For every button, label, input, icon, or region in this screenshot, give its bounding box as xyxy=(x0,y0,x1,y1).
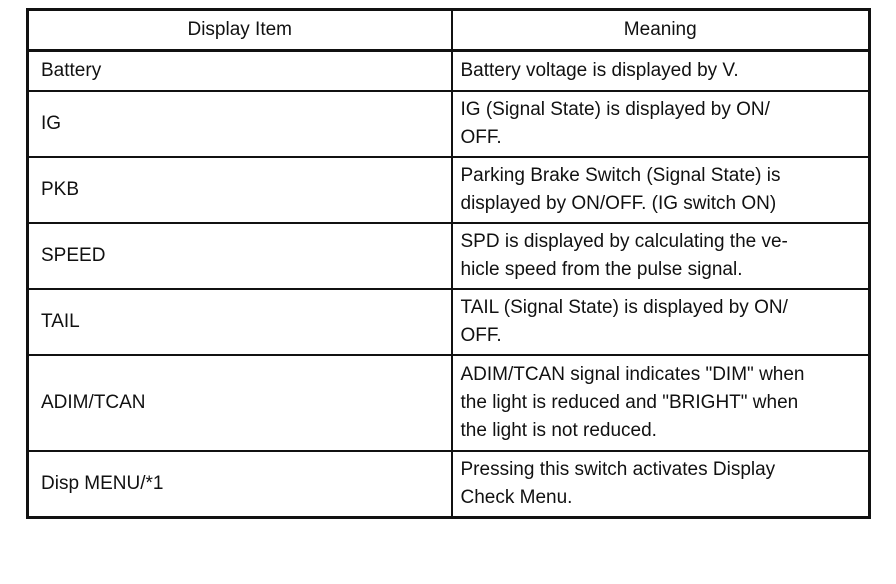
meaning-cell: IG (Signal State) is displayed by ON/ OFF. xyxy=(452,91,870,157)
display-item-cell: PKB xyxy=(28,157,452,223)
meaning-cell: Parking Brake Switch (Signal State) is displayed by ON/OFF. (IG switch ON) xyxy=(452,157,870,223)
table-row xyxy=(28,355,870,451)
meaning-cell: SPD is displayed by calculating the ve- hicle speed from the pulse signal. xyxy=(452,223,870,289)
display-item-cell: ADIM/TCAN xyxy=(28,355,452,451)
header-row xyxy=(28,10,870,51)
table-header xyxy=(28,10,870,51)
display-item-cell: SPEED xyxy=(28,223,452,289)
column-header-meaning: Meaning xyxy=(452,10,870,51)
display-item-table xyxy=(26,8,871,519)
table-row xyxy=(28,91,870,157)
display-item-cell: TAIL xyxy=(28,289,452,355)
meaning-cell: ADIM/TCAN signal indicates "DIM" when the light is reduced and "BRIGHT" when the light is not reduced. xyxy=(452,355,870,451)
table-row xyxy=(28,51,870,92)
meaning-cell: Pressing this switch activates Display Check Menu. xyxy=(452,451,870,518)
table-row xyxy=(28,223,870,289)
column-header-display-item: Display Item xyxy=(28,10,452,51)
display-item-cell: Disp MENU/*1 xyxy=(28,451,452,518)
display-item-cell: IG xyxy=(28,91,452,157)
table-row xyxy=(28,289,870,355)
display-item-table-container xyxy=(26,8,868,519)
table-row xyxy=(28,157,870,223)
display-item-cell: Battery xyxy=(28,51,452,92)
meaning-cell: Battery voltage is displayed by V. xyxy=(452,51,870,92)
table-row xyxy=(28,451,870,518)
table-body xyxy=(28,51,870,518)
meaning-cell: TAIL (Signal State) is displayed by ON/ OFF. xyxy=(452,289,870,355)
